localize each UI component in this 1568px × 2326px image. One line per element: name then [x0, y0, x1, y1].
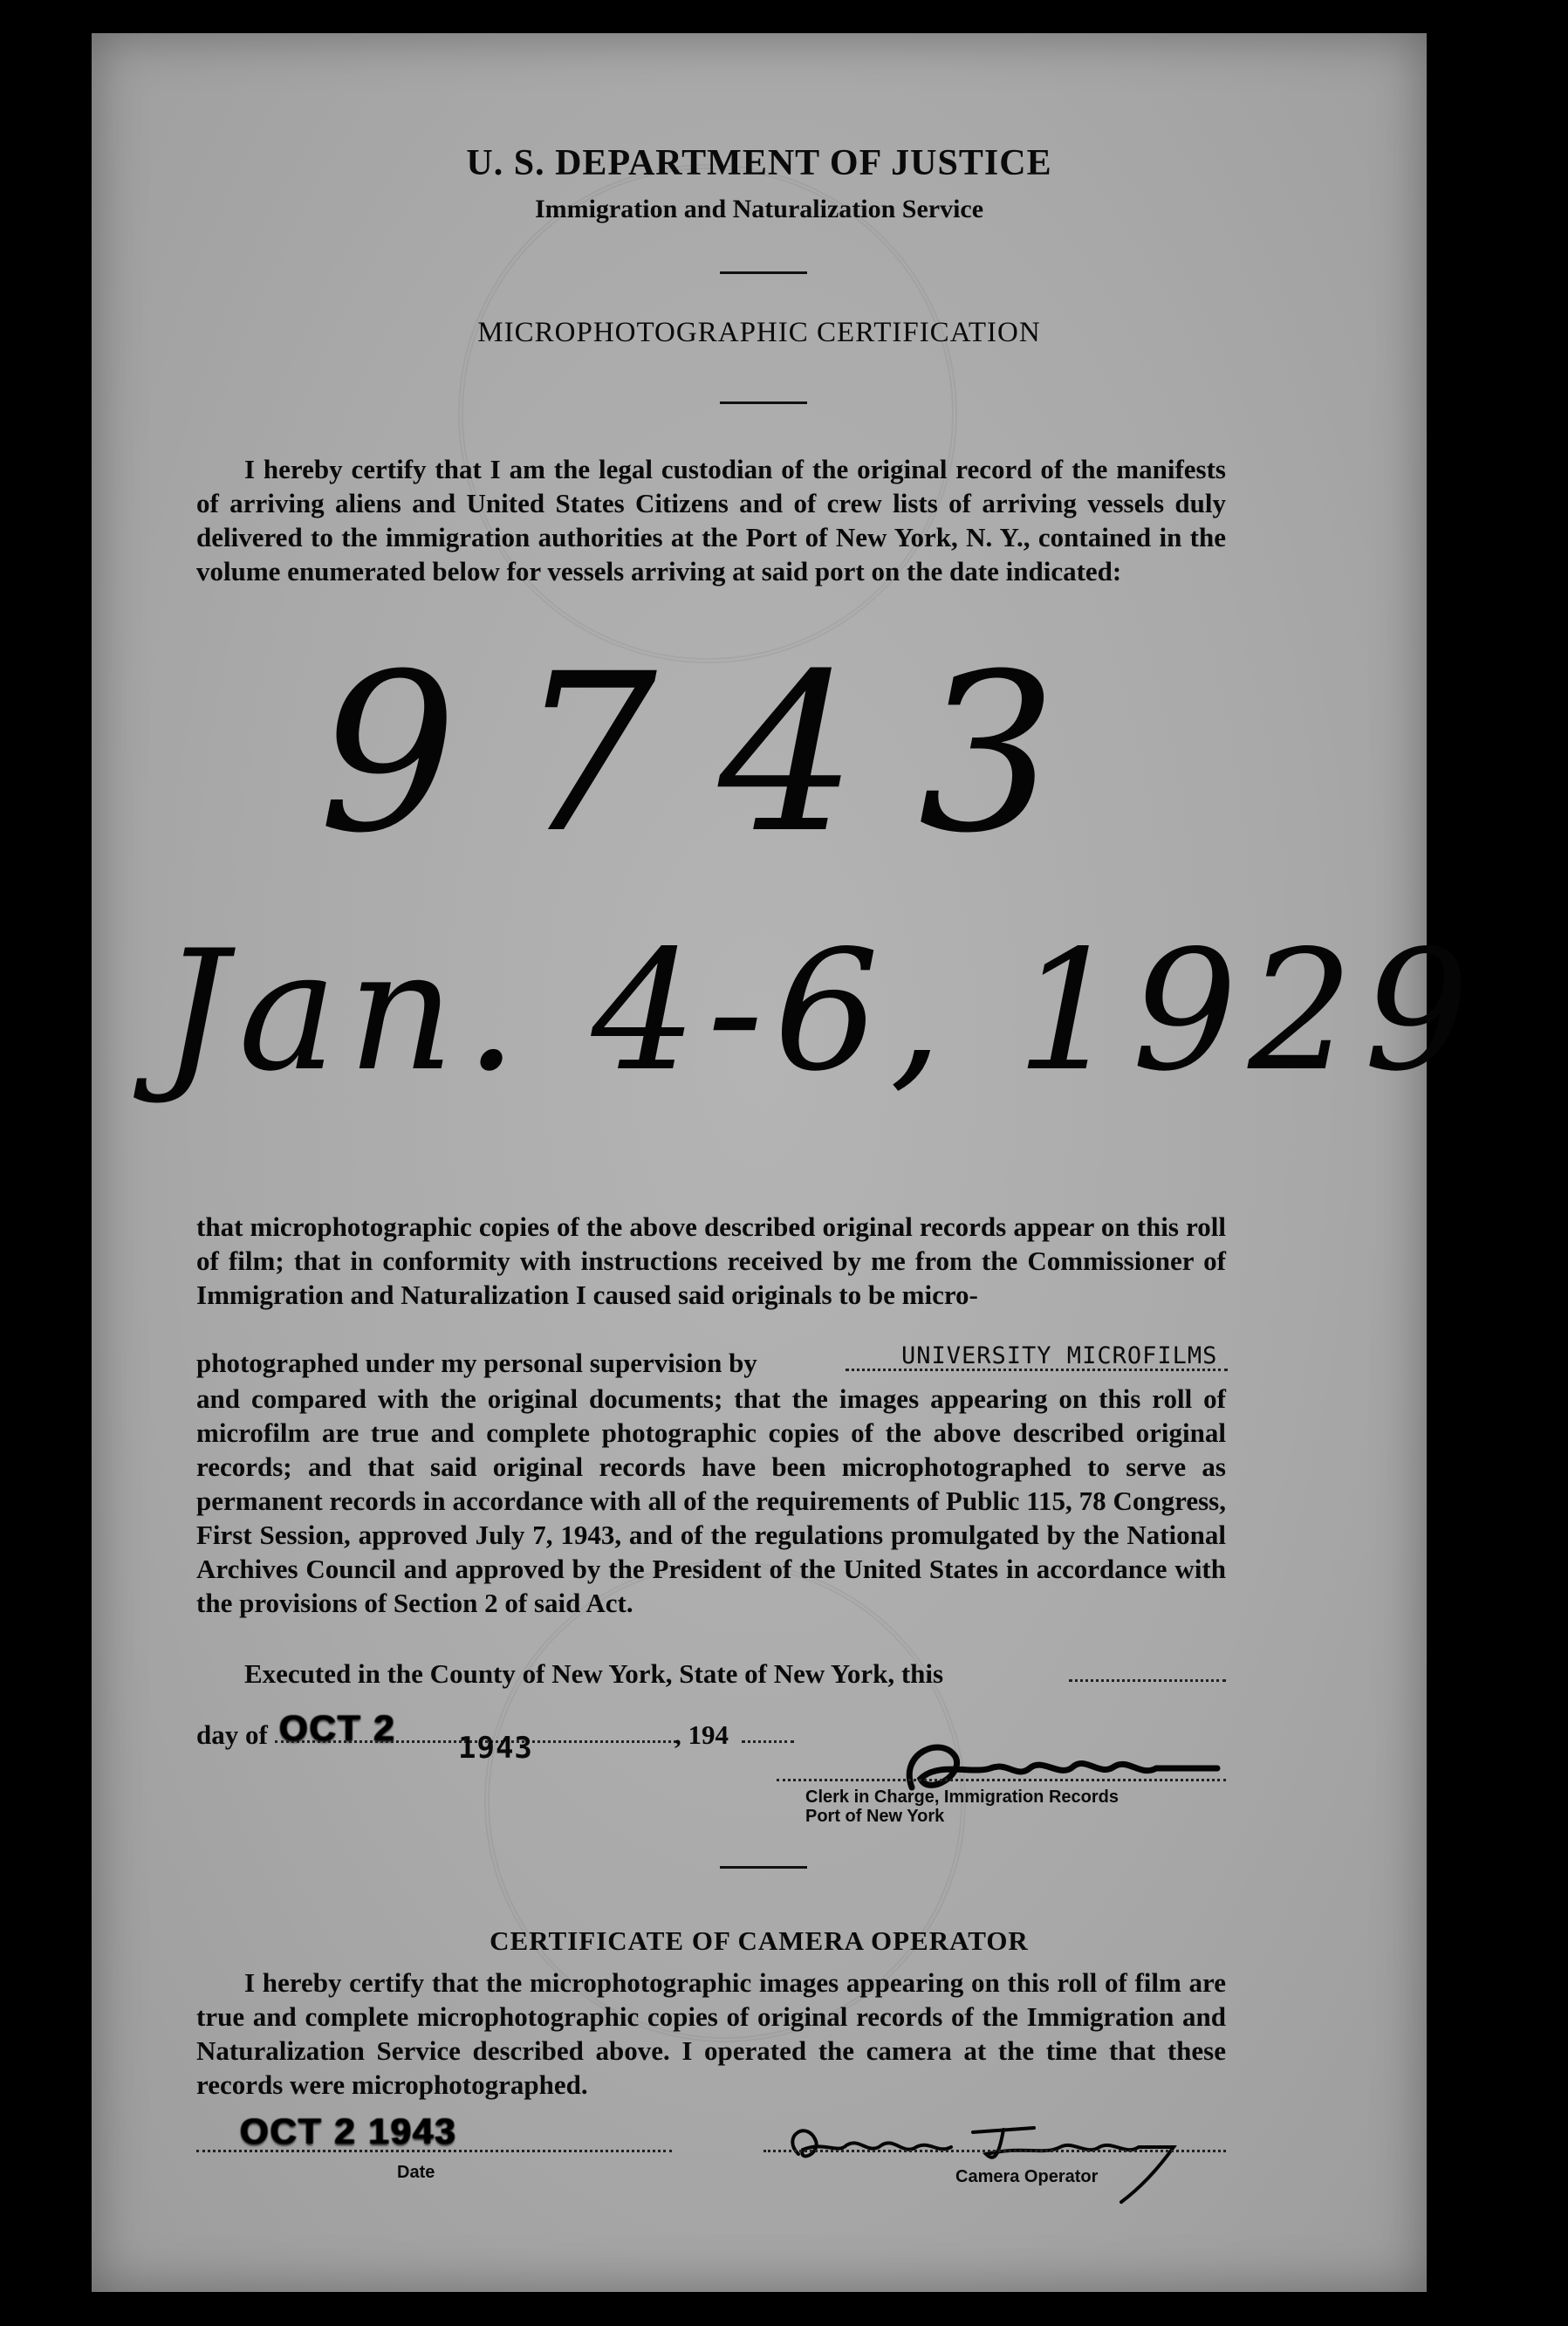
supervisor-typed-name: UNIVERSITY MICROFILMS — [901, 1342, 1218, 1369]
intro-paragraph: I hereby certify that I am the legal custodian of the original record of the manifests of arriving aliens and United States Citizens and of crew lists of arriving vessels duly delivered to the immigration authorities at the Port of New York, N. Y., contained in the volume enumerated below for vessels arriving at said port on the date indicated: — [196, 454, 1226, 587]
camera-operator-line — [763, 2150, 1226, 2152]
handwritten-volume-number: 9743 — [318, 627, 1119, 881]
body-paragraph-part1: that microphotographic copies of the above described original records appear on this roll of film; that in conformity with instructions received by me from the Commissioner of Immigration and Naturalization I caused said originals to be micro- — [196, 1211, 1226, 1310]
body-paragraph-part2: and compared with the original documents; that the images appearing on this roll of microfilm are true and complete photographic copies of the above described original records; and that said original records have been microphotographed to serve as permanent records in accordance with all of the requirements of Public 115, 78 Congress, First Session, approved July 7, 1943, and of the regulations promulgated by the National Archives Council and approved by the President of the United States in accordance with the provisions of Section 2 of said Act. — [196, 1383, 1226, 1618]
certificate-sheet — [92, 33, 1480, 2292]
year-dotted-line — [742, 1740, 794, 1743]
divider-rule — [720, 1866, 807, 1869]
watermark-seal-top — [458, 164, 957, 663]
handwritten-date-range: Jan. 4-6, 1929 — [161, 915, 1480, 1108]
day-of-label: day of — [196, 1719, 268, 1750]
camera-date-stamp: OCT 2 1943 — [240, 2110, 457, 2151]
service-heading: Immigration and Naturalization Service — [534, 195, 984, 223]
executed-dotted-line — [1069, 1679, 1226, 1682]
year-prefix: , 194 — [674, 1719, 729, 1750]
date-stamp-day: OCT 2 — [279, 1707, 396, 1748]
camera-certificate-title: CERTIFICATE OF CAMERA OPERATOR — [490, 1925, 1029, 1956]
date-stamp-year: 1943 — [458, 1731, 533, 1766]
camera-operator-signature-icon — [763, 2102, 1226, 2206]
camera-date-label: Date — [397, 2163, 435, 2182]
divider-rule — [720, 271, 807, 274]
clerk-signature-line — [777, 1779, 1226, 1781]
clerk-port: Port of New York — [805, 1807, 945, 1826]
camera-date-line — [196, 2150, 672, 2152]
supervision-prefix: photographed under my personal supervision by — [196, 1348, 757, 1378]
clerk-title: Clerk in Charge, Immigration Records — [805, 1787, 1119, 1807]
camera-paragraph: I hereby certify that the microphotographic images appearing on this roll of film are true and complete microphotographic copies of original records of the Immigration and Naturalization Service described above. I operated the camera at the time that these records were microphotographed. — [196, 1967, 1226, 2100]
camera-operator-label: Camera Operator — [955, 2167, 1099, 2186]
divider-rule — [720, 401, 807, 404]
certification-title: MICROPHOTOGRAPHIC CERTIFICATION — [477, 317, 1041, 348]
department-heading: U. S. DEPARTMENT OF JUSTICE — [466, 143, 1052, 183]
executed-line: Executed in the County of New York, State of New York, this — [244, 1658, 944, 1689]
